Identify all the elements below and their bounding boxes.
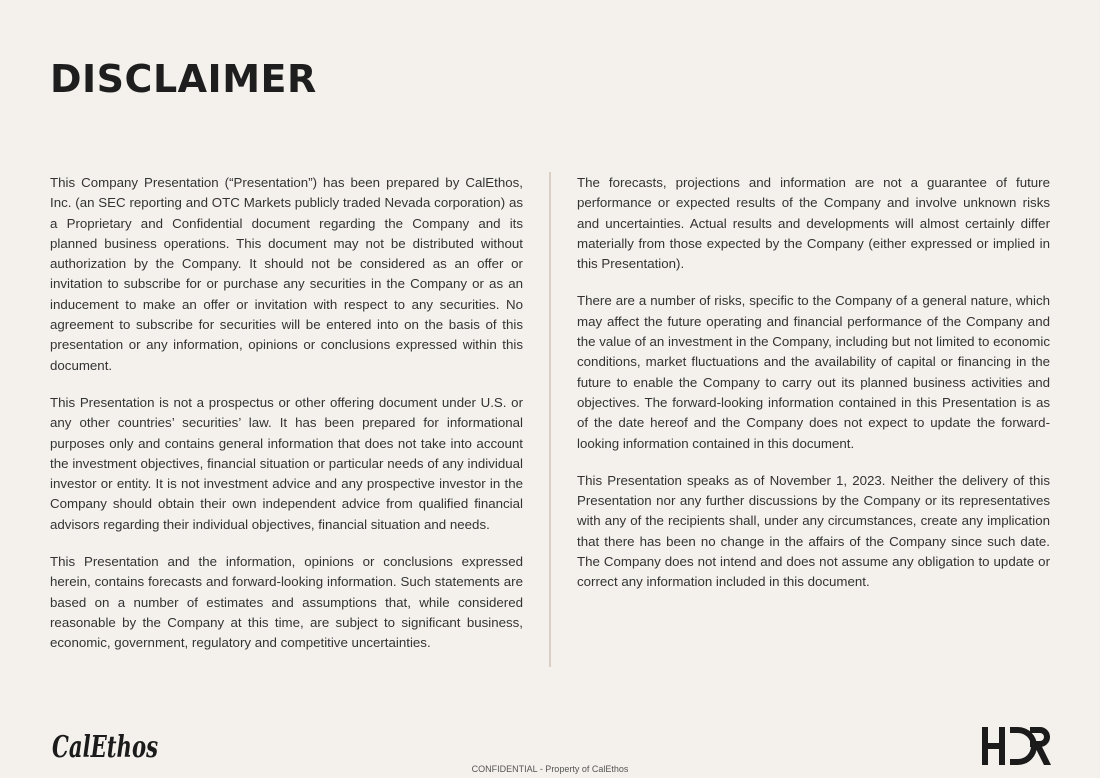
paragraph: The forecasts, projections and information are not a guarantee of future performance or expected results of the Company and involve unknown risks and uncertainties. Actual results and developments will almost certainly differ materially from those expected by the Company (either expressed or implied in this Presentation). [577,175,1050,272]
page-title: DISCLAIMER [50,57,317,101]
calethos-logo-text: CalEthos [52,730,159,765]
calethos-logo [50,726,162,766]
paragraph: This Presentation is not a prospectus or other offering document under U.S. or any other countries’ securities’ law. It has been prepared for informational purposes only and contains general information that does not take into account the investment objectives, financial situation or particular needs of any individual investor or entity. It is not investment advice and any prospective investor in the Company should obtain their own independent advice from qualified financial advisors regarding their individual objectives, financial situation and needs. [50,394,523,532]
paragraph: This Presentation speaks as of November 1, 2023. Neither the delivery of this Presentation nor any further discussions by the Company or its representatives with any of the recipients shall, under any circumstances, create any implication that there has been no change in the affairs of the Company since such date. The Company does not intend and does not assume any obligation to update or correct any information included in this document. [577,472,1050,590]
confidential-footer: CONFIDENTIAL - Property of CalEthos [471,764,629,774]
column-divider [549,172,551,667]
paragraph: There are a number of risks, specific to the Company of a general nature, which may affect the future operating and financial performance of the Company and the value of an investment in the Company, including but not limited to economic conditions, market fluctuations and the availability of capital or financing in the future to enable the Company to carry out its planned business activities and objectives. The forward-looking information contained in this Presentation is as of the date hereof and the Company does not expect to update the forward-looking information contained in this document. [577,293,1050,451]
paragraph: This Presentation and the information, opinions or conclusions expressed herein, contains forecasts and forward-looking information. Such statements are based on a number of estimates and assumptions that, while considered reasonable by the Company at this time, are subject to significant business, economic, government, regulatory and competitive uncertainties. [50,554,523,651]
right-column [577,173,1050,610]
left-column [50,173,523,671]
paragraph: This Company Presentation (“Presentation”) has been prepared by CalEthos, Inc. (an SEC reporting and OTC Markets publicly traded Nevada corporation) as a Proprietary and Confidential document regarding the Company and its planned business operations. This document may not be distributed without authorization by the Company. It should not be considered as an offer or invitation to subscribe for or purchase any securities in the Company or as an inducement to make an offer or invitation with respect to any securities. No agreement to subscribe for securities will be entered into on the basis of this presentation or any information, opinions or conclusions expressed within this document. [50,175,523,373]
hdr-logo [982,727,1052,765]
